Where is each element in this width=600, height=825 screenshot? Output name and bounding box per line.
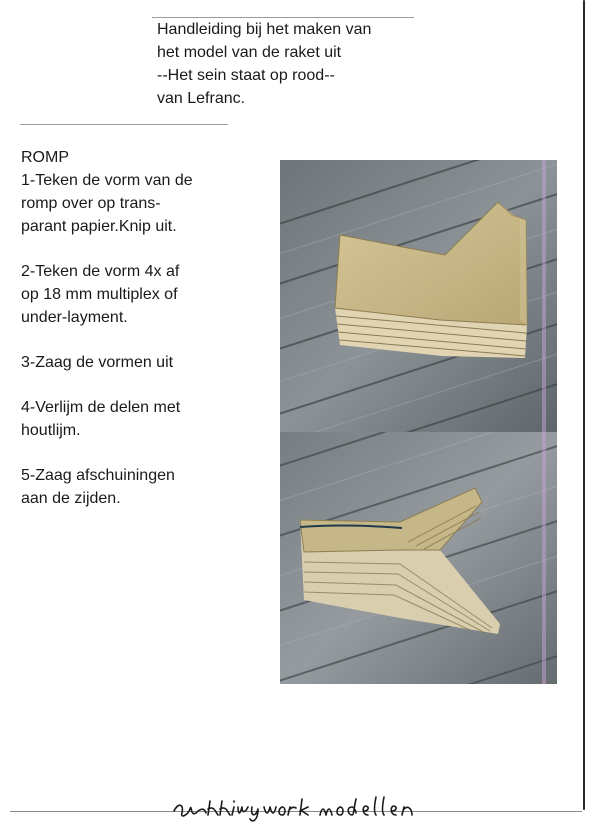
step-line: parant papier.Knip uit.: [21, 218, 177, 235]
step-3: [21, 351, 266, 374]
step-5: [21, 464, 266, 510]
step-line: 4-Verlijm de delen met: [21, 399, 181, 416]
title-line: --Het sein staat op rood--: [157, 67, 335, 84]
step-line: aan de zijden.: [21, 490, 121, 507]
section-divider: [20, 124, 228, 125]
step-line: romp over op trans-: [21, 195, 161, 212]
step-line: 1-Teken de vorm van de: [21, 172, 193, 189]
page-border-right: [583, 0, 585, 810]
title-line: van Lefranc.: [157, 90, 246, 107]
step-line: houtlijm.: [21, 422, 81, 439]
signature: [170, 793, 420, 823]
instructions-block: [21, 146, 266, 510]
step-line: 5-Zaag afschuiningen: [21, 467, 175, 484]
step-2: [21, 260, 266, 329]
photo-stacked-chevron: [280, 160, 557, 432]
title-line: Handleiding bij het maken van: [157, 21, 372, 38]
section-heading: ROMP: [21, 149, 69, 166]
title-line: het model van de raket uit: [157, 44, 342, 61]
step-line: op 18 mm multiplex of: [21, 286, 178, 303]
page-title: [157, 18, 437, 110]
step-line: under-layment.: [21, 309, 128, 326]
step-line: 3-Zaag de vormen uit: [21, 354, 174, 371]
photo-beveled-chevron: [280, 432, 557, 684]
step-1: [21, 169, 266, 238]
step-line: 2-Teken de vorm 4x af: [21, 263, 180, 280]
step-4: [21, 396, 266, 442]
